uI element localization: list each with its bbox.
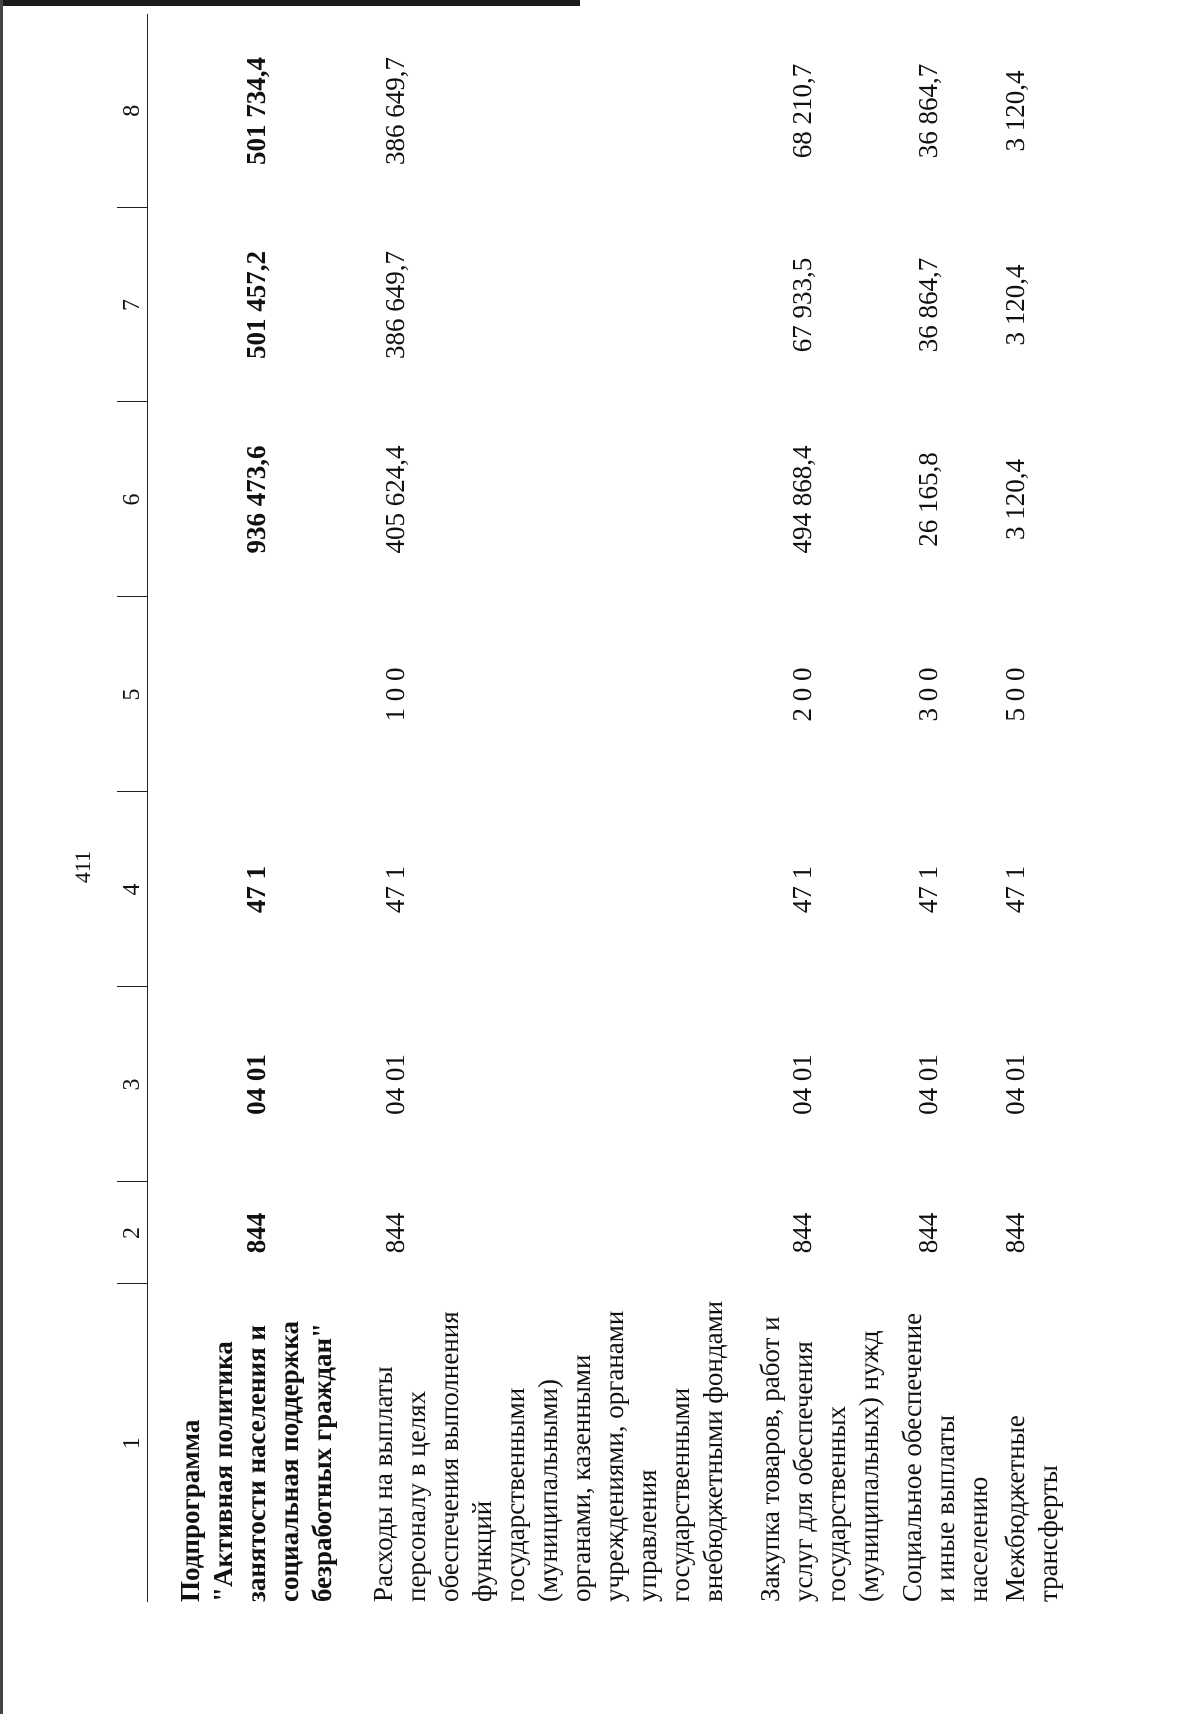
cell-ministry-code: 844 — [380, 1212, 410, 1254]
cell-amount-col8: 3 120,4 — [1000, 70, 1030, 152]
cell-expense-type: 2 0 0 — [787, 667, 817, 722]
cell-amount-col7: 501 457,2 — [241, 251, 271, 359]
table-row — [886, 14, 995, 1602]
row-name: Расходы на выплаты персоналу в целях обеспечения выполнения функций государственными (муниципальными) органами, казенными учреждениями, органами управления государственными внебюджетными фондами — [368, 1300, 728, 1602]
cell-amount-col7: 36 864,7 — [913, 257, 943, 353]
cell-amount-col7: 67 933,5 — [787, 257, 817, 353]
cell-target-code: 47 1 — [1000, 865, 1030, 914]
row-name: Социальное обеспечение и иные выплаты населению — [897, 1312, 993, 1602]
cell-target-code: 47 1 — [787, 865, 817, 914]
row-name: Межбюджетные трансферты — [1000, 1415, 1063, 1602]
cell-ministry-code: 844 — [1000, 1212, 1030, 1254]
cell-section-code: 04 01 — [1000, 1054, 1030, 1115]
cell-amount-col6: 26 165,8 — [913, 452, 943, 547]
budget-table — [117, 14, 1065, 1602]
table-row — [730, 14, 886, 1602]
column-header: 8 — [117, 14, 148, 208]
column-header: 2 — [117, 1182, 148, 1284]
cell-amount-col8: 68 210,7 — [787, 63, 817, 159]
cell-amount-col8: 501 734,4 — [241, 57, 271, 165]
cell-expense-type — [148, 597, 340, 792]
cell-section-code: 04 01 — [241, 1054, 271, 1115]
cell-expense-type: 5 0 0 — [1000, 667, 1030, 722]
page-number: 411 — [70, 850, 95, 884]
cell-expense-type: 3 0 0 — [913, 667, 943, 722]
cell-ministry-code: 844 — [913, 1212, 943, 1254]
cell-section-code: 04 01 — [787, 1054, 817, 1115]
column-header: 5 — [117, 597, 148, 792]
column-header: 4 — [117, 792, 148, 987]
table-row — [339, 14, 730, 1602]
cell-expense-type: 1 0 0 — [380, 667, 410, 722]
cell-amount-col6: 405 624,4 — [380, 445, 410, 554]
table-row — [995, 14, 1065, 1602]
cell-amount-col6: 494 868,4 — [787, 445, 817, 554]
row-name: Закупка товаров, работ и услуг для обеспечения государственных (муниципальных) нужд — [755, 1316, 884, 1602]
row-name: Подпрограмма "Активная политика занятости населения и социальная поддержка безработных граждан" — [175, 1321, 337, 1602]
cell-amount-col8: 36 864,7 — [913, 63, 943, 159]
column-header: 3 — [117, 987, 148, 1182]
cell-amount-col7: 3 120,4 — [1000, 264, 1030, 346]
header-row — [117, 14, 148, 1602]
column-header: 7 — [117, 208, 148, 402]
cell-target-code: 47 1 — [241, 865, 271, 914]
cell-target-code: 47 1 — [380, 865, 410, 914]
column-header: 1 — [117, 1284, 148, 1602]
cell-section-code: 04 01 — [380, 1054, 410, 1115]
table-row — [148, 14, 340, 1602]
cell-amount-col6: 3 120,4 — [1000, 459, 1030, 540]
cell-target-code: 47 1 — [913, 865, 943, 914]
cell-amount-col6: 936 473,6 — [241, 445, 271, 554]
cell-ministry-code: 844 — [787, 1212, 817, 1254]
cell-section-code: 04 01 — [913, 1054, 943, 1115]
cell-amount-col8: 386 649,7 — [380, 57, 410, 165]
column-header: 6 — [117, 402, 148, 597]
cell-amount-col7: 386 649,7 — [380, 251, 410, 359]
cell-ministry-code: 844 — [241, 1212, 271, 1254]
